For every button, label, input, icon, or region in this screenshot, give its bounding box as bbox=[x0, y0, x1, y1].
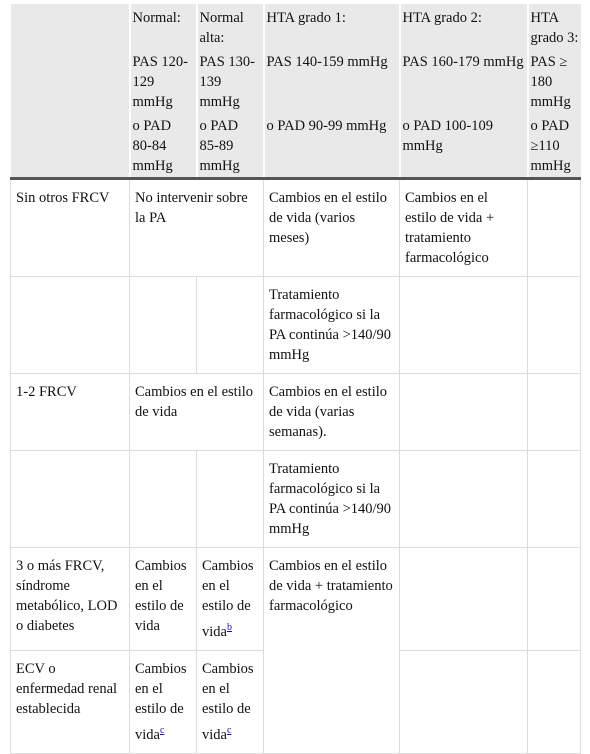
header-normal-alta-pas: PAS 130-139 mmHg bbox=[197, 48, 264, 112]
empty-cell bbox=[528, 179, 581, 277]
table-header bbox=[11, 4, 581, 179]
recommendation-cell: No intervenir sobre la PA bbox=[130, 179, 264, 277]
header-hta2-title: HTA grado 2: bbox=[400, 4, 528, 48]
footnote-link-c[interactable]: c bbox=[226, 724, 232, 736]
empty-cell bbox=[400, 277, 528, 374]
header-row-titles bbox=[11, 4, 581, 48]
hypertension-management-table bbox=[10, 4, 581, 754]
recommendation-text: Cambios en el estilo de vida bbox=[135, 660, 187, 743]
table-row bbox=[11, 179, 581, 277]
header-empty-cell bbox=[11, 4, 130, 48]
empty-cell bbox=[528, 277, 581, 374]
header-normal-title: Normal: bbox=[130, 4, 197, 48]
row-label: ECV o enfermedad renal establecida bbox=[11, 650, 130, 753]
header-row-pas bbox=[11, 48, 581, 112]
empty-cell bbox=[400, 451, 528, 548]
empty-cell bbox=[197, 451, 264, 548]
table-row bbox=[11, 277, 581, 374]
table-body bbox=[11, 179, 581, 754]
header-hta3-title: HTA grado 3: bbox=[528, 4, 581, 48]
recommendation-cell: Tratamiento farmacológico si la PA continúa >140/90 mmHg bbox=[264, 277, 400, 374]
header-normal-alta-pad: o PAD 85-89 mmHg bbox=[197, 112, 264, 179]
recommendation-text: Cambios en el estilo de vida bbox=[202, 558, 254, 640]
header-normal-pad: o PAD 80-84 mmHg bbox=[130, 112, 197, 179]
empty-cell bbox=[528, 451, 581, 548]
empty-cell bbox=[197, 277, 264, 374]
header-hta1-title: HTA grado 1: bbox=[264, 4, 400, 48]
recommendation-cell: Cambios en el estilo de vida + tratamiento farmacológico bbox=[400, 179, 528, 277]
empty-cell bbox=[400, 374, 528, 451]
recommendation-text: Cambios en el estilo de vida bbox=[202, 660, 254, 743]
empty-cell bbox=[11, 451, 130, 548]
header-hta1-pad: o PAD 90-99 mmHg bbox=[264, 112, 400, 179]
header-row-pad bbox=[11, 112, 581, 179]
recommendation-cell: Tratamiento farmacológico si la PA continúa >140/90 mmHg bbox=[264, 451, 400, 548]
header-empty-cell bbox=[11, 48, 130, 112]
header-hta3-pad: o PAD ≥110 mmHg bbox=[528, 112, 581, 179]
row-label: Sin otros FRCV bbox=[11, 179, 130, 277]
table-row bbox=[11, 374, 581, 451]
empty-cell bbox=[400, 548, 528, 651]
recommendation-cell bbox=[130, 650, 197, 753]
empty-cell bbox=[11, 277, 130, 374]
header-normal-pas: PAS 120-129 mmHg bbox=[130, 48, 197, 112]
recommendation-cell bbox=[197, 650, 264, 753]
recommendation-cell: Cambios en el estilo de vida bbox=[130, 548, 197, 651]
empty-cell bbox=[400, 650, 528, 753]
header-hta2-pad: o PAD 100-109 mmHg bbox=[400, 112, 528, 179]
row-label: 3 o más FRCV, síndrome metabólico, LOD o diabetes bbox=[11, 548, 130, 651]
footnote-link-c[interactable]: c bbox=[159, 724, 165, 736]
header-normal-alta-title: Normal alta: bbox=[197, 4, 264, 48]
empty-cell bbox=[528, 374, 581, 451]
empty-cell bbox=[130, 451, 197, 548]
empty-cell bbox=[528, 548, 581, 651]
header-hta3-pas: PAS ≥ 180 mmHg bbox=[528, 48, 581, 112]
footnote-link-b[interactable]: b bbox=[226, 622, 232, 633]
header-hta2-pas: PAS 160-179 mmHg bbox=[400, 48, 528, 112]
empty-cell bbox=[528, 650, 581, 753]
recommendation-cell: Cambios en el estilo de vida + tratamiento farmacológico bbox=[264, 548, 400, 754]
recommendation-cell bbox=[197, 548, 264, 651]
recommendation-cell: Cambios en el estilo de vida (varias semanas). bbox=[264, 374, 400, 451]
table-row bbox=[11, 548, 581, 651]
recommendation-cell: Cambios en el estilo de vida (varios meses) bbox=[264, 179, 400, 277]
table-row bbox=[11, 451, 581, 548]
empty-cell bbox=[130, 277, 197, 374]
row-label: 1-2 FRCV bbox=[11, 374, 130, 451]
header-hta1-pas: PAS 140-159 mmHg bbox=[264, 48, 400, 112]
recommendation-cell: Cambios en el estilo de vida bbox=[130, 374, 264, 451]
header-empty-cell bbox=[11, 112, 130, 179]
